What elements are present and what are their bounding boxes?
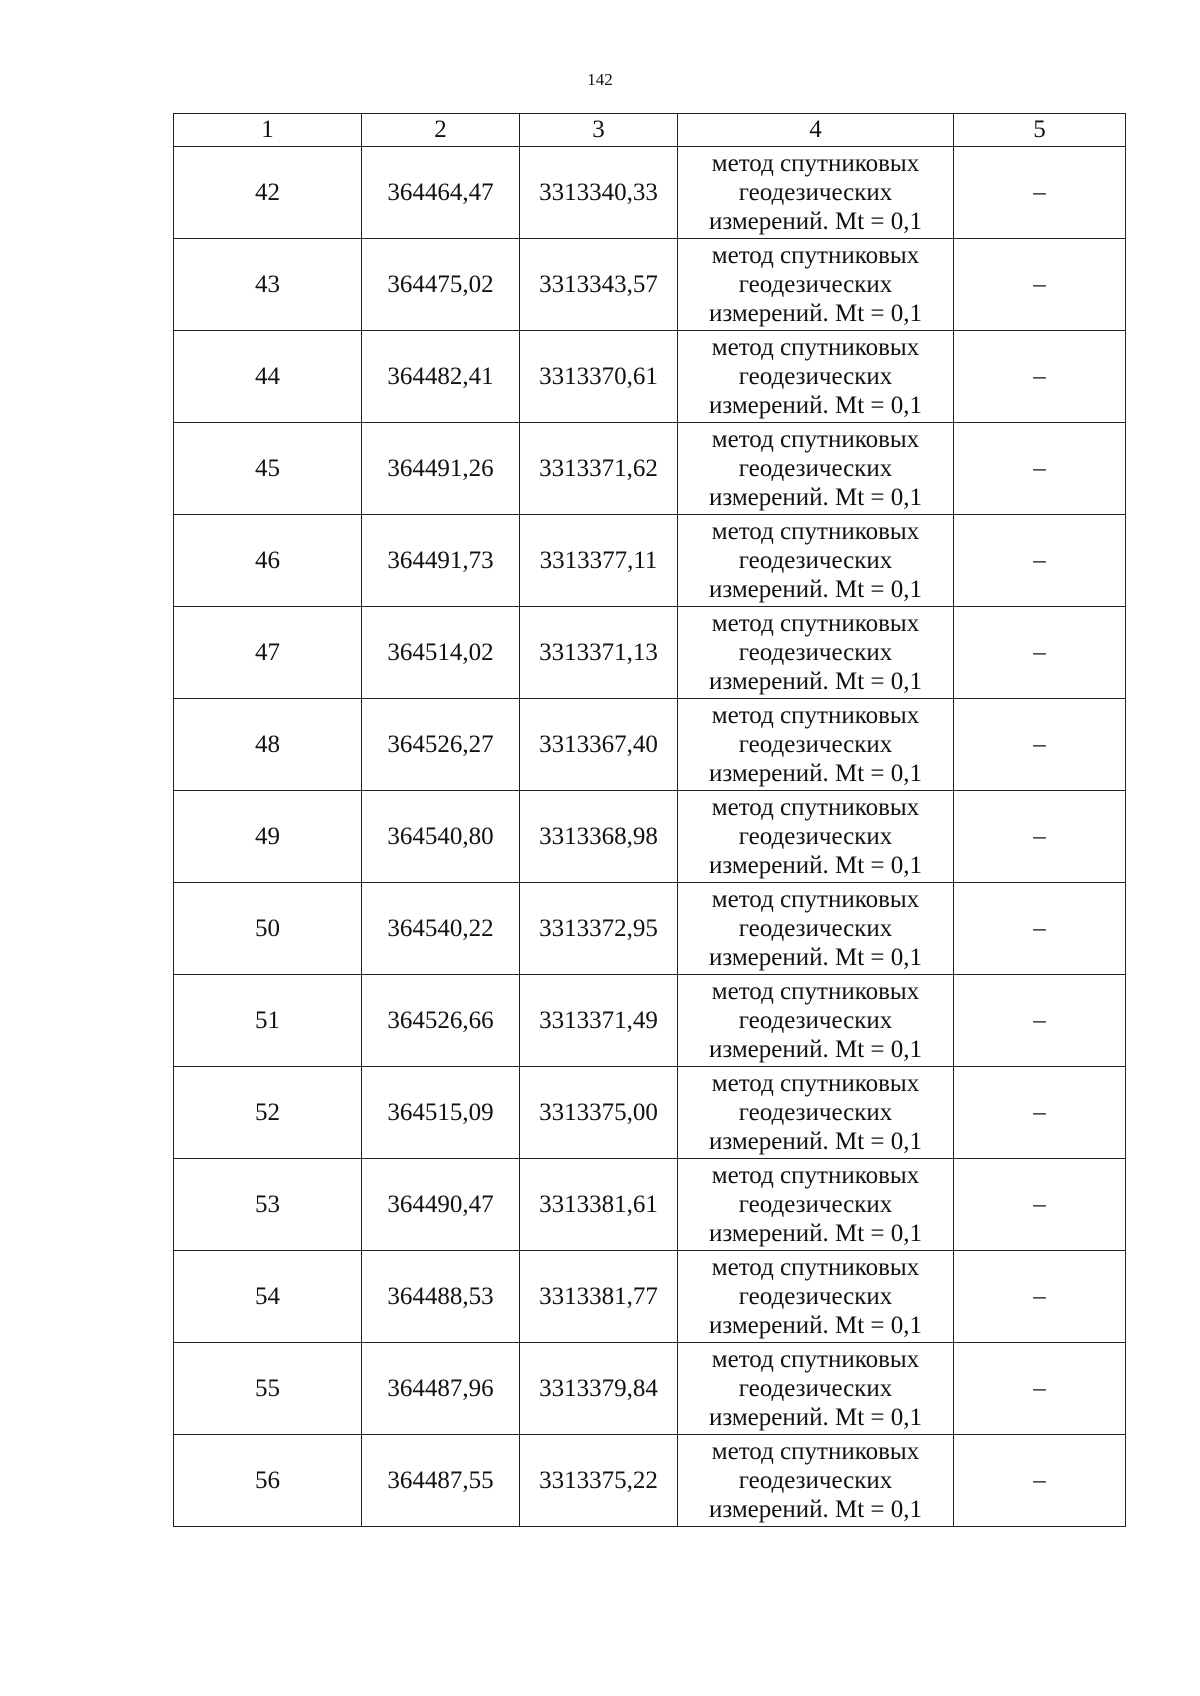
- method-line: метод спутниковых: [711, 1438, 920, 1465]
- method-line: метод спутниковых: [711, 702, 920, 729]
- table-row: [174, 423, 1126, 515]
- method-line: метод спутниковых: [711, 610, 920, 637]
- method-line: измерений. Mt = 0,1: [708, 1220, 923, 1247]
- table-row: [174, 515, 1126, 607]
- note-cell: –: [954, 1251, 1126, 1343]
- method-line: геодезических: [738, 1007, 893, 1034]
- method-line: геодезических: [738, 179, 893, 206]
- method-cell: [678, 515, 954, 607]
- y-coordinate-cell: 3313377,11: [520, 515, 678, 607]
- method-cell: [678, 791, 954, 883]
- table-row: [174, 239, 1126, 331]
- point-number-cell: 43: [174, 239, 362, 331]
- y-coordinate-cell: 3313340,33: [520, 147, 678, 239]
- x-coordinate-cell: 364487,96: [362, 1343, 520, 1435]
- x-coordinate-cell: 364488,53: [362, 1251, 520, 1343]
- method-line: метод спутниковых: [711, 1162, 920, 1189]
- x-coordinate-cell: 364540,80: [362, 791, 520, 883]
- method-cell: [678, 607, 954, 699]
- point-number-cell: 51: [174, 975, 362, 1067]
- method-line: геодезических: [738, 1467, 893, 1494]
- y-coordinate-cell: 3313379,84: [520, 1343, 678, 1435]
- table-row: [174, 607, 1126, 699]
- point-number-cell: 54: [174, 1251, 362, 1343]
- x-coordinate-cell: 364491,73: [362, 515, 520, 607]
- y-coordinate-cell: 3313371,13: [520, 607, 678, 699]
- method-line: геодезических: [738, 639, 893, 666]
- header-col-4: 4: [678, 114, 954, 147]
- y-coordinate-cell: 3313371,49: [520, 975, 678, 1067]
- note-cell: –: [954, 1343, 1126, 1435]
- table-row: [174, 699, 1126, 791]
- x-coordinate-cell: 364490,47: [362, 1159, 520, 1251]
- x-coordinate-cell: 364514,02: [362, 607, 520, 699]
- method-cell: [678, 1435, 954, 1527]
- note-cell: –: [954, 423, 1126, 515]
- method-line: геодезических: [738, 1099, 893, 1126]
- y-coordinate-cell: 3313343,57: [520, 239, 678, 331]
- method-cell: [678, 1251, 954, 1343]
- method-line: измерений. Mt = 0,1: [708, 484, 923, 511]
- table-header: [174, 114, 1126, 147]
- method-line: геодезических: [738, 547, 893, 574]
- point-number-cell: 45: [174, 423, 362, 515]
- y-coordinate-cell: 3313381,77: [520, 1251, 678, 1343]
- point-number-cell: 56: [174, 1435, 362, 1527]
- y-coordinate-cell: 3313381,61: [520, 1159, 678, 1251]
- x-coordinate-cell: 364526,27: [362, 699, 520, 791]
- note-cell: –: [954, 1435, 1126, 1527]
- method-line: измерений. Mt = 0,1: [708, 1128, 923, 1155]
- method-line: метод спутниковых: [711, 426, 920, 453]
- method-line: измерений. Mt = 0,1: [708, 760, 923, 787]
- method-line: геодезических: [738, 455, 893, 482]
- table-row: [174, 1067, 1126, 1159]
- y-coordinate-cell: 3313375,00: [520, 1067, 678, 1159]
- method-line: измерений. Mt = 0,1: [708, 300, 923, 327]
- method-line: измерений. Mt = 0,1: [708, 1036, 923, 1063]
- note-cell: –: [954, 883, 1126, 975]
- table-row: [174, 147, 1126, 239]
- point-number-cell: 50: [174, 883, 362, 975]
- point-number-cell: 55: [174, 1343, 362, 1435]
- x-coordinate-cell: 364515,09: [362, 1067, 520, 1159]
- point-number-cell: 52: [174, 1067, 362, 1159]
- point-number-cell: 53: [174, 1159, 362, 1251]
- point-number-cell: 46: [174, 515, 362, 607]
- header-col-2: 2: [362, 114, 520, 147]
- note-cell: –: [954, 1159, 1126, 1251]
- method-line: измерений. Mt = 0,1: [708, 852, 923, 879]
- table-row: [174, 1159, 1126, 1251]
- note-cell: –: [954, 791, 1126, 883]
- method-line: метод спутниковых: [711, 334, 920, 361]
- y-coordinate-cell: 3313371,62: [520, 423, 678, 515]
- note-cell: –: [954, 1067, 1126, 1159]
- method-line: метод спутниковых: [711, 1070, 920, 1097]
- note-cell: –: [954, 331, 1126, 423]
- method-line: измерений. Mt = 0,1: [708, 208, 923, 235]
- y-coordinate-cell: 3313375,22: [520, 1435, 678, 1527]
- method-cell: [678, 699, 954, 791]
- method-line: метод спутниковых: [711, 1254, 920, 1281]
- header-col-3: 3: [520, 114, 678, 147]
- method-line: геодезических: [738, 915, 893, 942]
- method-line: измерений. Mt = 0,1: [708, 1404, 923, 1431]
- method-line: измерений. Mt = 0,1: [708, 392, 923, 419]
- method-cell: [678, 239, 954, 331]
- table-body: [174, 147, 1126, 1527]
- header-col-1: 1: [174, 114, 362, 147]
- y-coordinate-cell: 3313368,98: [520, 791, 678, 883]
- method-line: измерений. Mt = 0,1: [708, 1312, 923, 1339]
- page-number: 142: [587, 70, 613, 89]
- method-line: геодезических: [738, 731, 893, 758]
- method-cell: [678, 147, 954, 239]
- header-col-5: 5: [954, 114, 1126, 147]
- method-line: метод спутниковых: [711, 242, 920, 269]
- point-number-cell: 48: [174, 699, 362, 791]
- method-cell: [678, 883, 954, 975]
- x-coordinate-cell: 364540,22: [362, 883, 520, 975]
- method-line: метод спутниковых: [711, 794, 920, 821]
- method-line: измерений. Mt = 0,1: [708, 668, 923, 695]
- method-line: геодезических: [738, 1191, 893, 1218]
- y-coordinate-cell: 3313370,61: [520, 331, 678, 423]
- x-coordinate-cell: 364464,47: [362, 147, 520, 239]
- header-row: [174, 114, 1126, 147]
- table-row: [174, 1251, 1126, 1343]
- x-coordinate-cell: 364482,41: [362, 331, 520, 423]
- table-row: [174, 331, 1126, 423]
- method-cell: [678, 331, 954, 423]
- note-cell: –: [954, 147, 1126, 239]
- method-line: метод спутниковых: [711, 886, 920, 913]
- point-number-cell: 42: [174, 147, 362, 239]
- note-cell: –: [954, 607, 1126, 699]
- note-cell: –: [954, 699, 1126, 791]
- method-line: метод спутниковых: [711, 978, 920, 1005]
- method-cell: [678, 975, 954, 1067]
- method-line: измерений. Mt = 0,1: [708, 576, 923, 603]
- table-row: [174, 1343, 1126, 1435]
- method-line: геодезических: [738, 271, 893, 298]
- method-cell: [678, 1343, 954, 1435]
- method-line: геодезических: [738, 823, 893, 850]
- method-line: геодезических: [738, 363, 893, 390]
- method-line: метод спутниковых: [711, 1346, 920, 1373]
- table-row: [174, 1435, 1126, 1527]
- method-line: измерений. Mt = 0,1: [708, 1496, 923, 1523]
- x-coordinate-cell: 364487,55: [362, 1435, 520, 1527]
- table-row: [174, 883, 1126, 975]
- point-number-cell: 49: [174, 791, 362, 883]
- x-coordinate-cell: 364475,02: [362, 239, 520, 331]
- method-line: геодезических: [738, 1283, 893, 1310]
- coordinates-table: [173, 113, 1126, 1527]
- x-coordinate-cell: 364526,66: [362, 975, 520, 1067]
- point-number-cell: 47: [174, 607, 362, 699]
- note-cell: –: [954, 515, 1126, 607]
- y-coordinate-cell: 3313372,95: [520, 883, 678, 975]
- method-cell: [678, 1159, 954, 1251]
- method-cell: [678, 1067, 954, 1159]
- note-cell: –: [954, 239, 1126, 331]
- table-row: [174, 975, 1126, 1067]
- method-cell: [678, 423, 954, 515]
- method-line: метод спутниковых: [711, 150, 920, 177]
- y-coordinate-cell: 3313367,40: [520, 699, 678, 791]
- method-line: геодезических: [738, 1375, 893, 1402]
- table-row: [174, 791, 1126, 883]
- point-number-cell: 44: [174, 331, 362, 423]
- method-line: измерений. Mt = 0,1: [708, 944, 923, 971]
- note-cell: –: [954, 975, 1126, 1067]
- x-coordinate-cell: 364491,26: [362, 423, 520, 515]
- method-line: метод спутниковых: [711, 518, 920, 545]
